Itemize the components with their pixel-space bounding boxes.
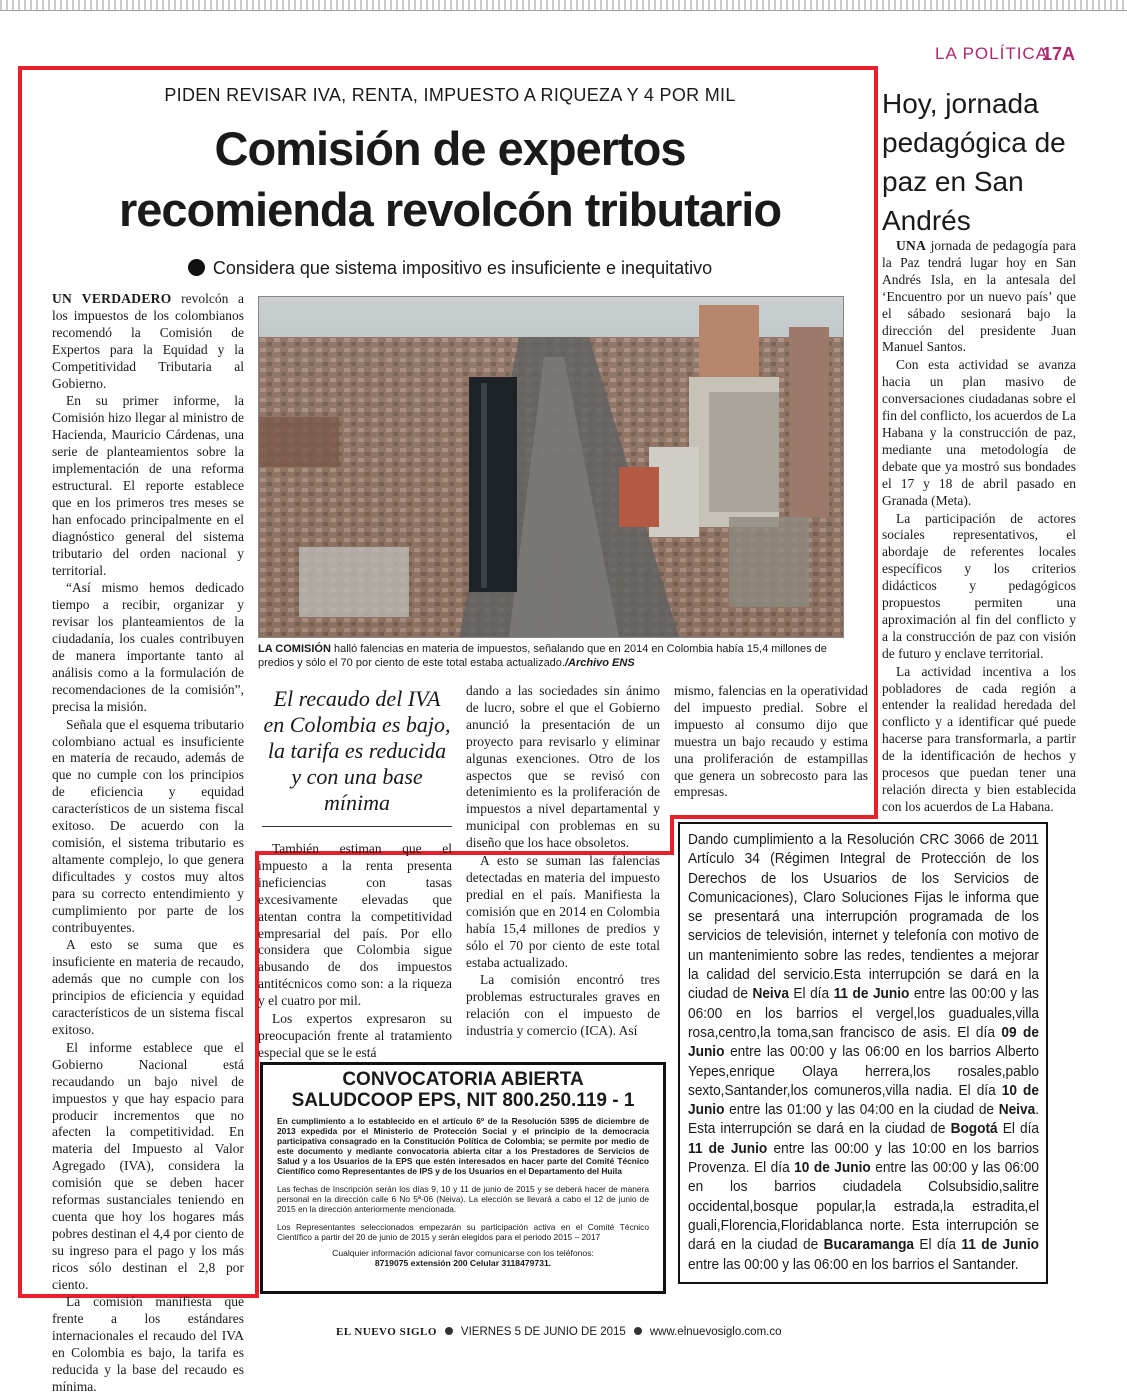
article-subhead	[30, 258, 870, 279]
pull-quote: El recaudo del IVA en Colombia es bajo, la tarifa es reducida y con una base mínima	[263, 686, 451, 815]
article-column-2	[258, 841, 452, 1063]
ad-contact: Cualquier información adicional favor comunicarse con los teléfonos: 8719075 extensión 200 Celular 3118479731.	[332, 1248, 594, 1268]
paragraph: La comisión encontró tres problemas estructurales graves en relación con el impuesto de industria y comercio (ICA). Así	[466, 972, 660, 1039]
paragraph: Con esta actividad se avanza hacia un plan masivo de conversaciones ciudadanas sobre el fin del conflicto, los acuerdos de La Habana y la construcción de paz, mediante una metodología de debate que ya mostró sus bondades el 17 y 18 de abril pasado en Granada (Meta).	[882, 357, 1076, 508]
highlight-frame-top	[18, 66, 878, 70]
photo-caption: LA COMISIÓN halló falencias en materia de impuestos, señalando que en 2014 en Colombia había 15,4 millones de predios y sólo el 70 por ciento de este total estaba actualizado./Archivo ENS	[258, 643, 827, 669]
pull-quote-rule	[262, 826, 452, 827]
caption-lead: LA COMISIÓN	[258, 643, 331, 655]
highlight-frame-step-2	[670, 815, 674, 854]
lead-in: UNA	[896, 238, 927, 253]
sidebar-body	[882, 238, 1076, 817]
ad-paragraph: Las fechas de Inscripción serán los días 9, 10 y 11 de junio de 2015 y se deberá hacer de manera personal en la dirección calle 6 No 5ª-06 (Neiva). La elección se llevará a cabo el 12 de junio de 2015 en la dirección anteriormente mencionada.	[277, 1184, 649, 1214]
paragraph: Señala que el esquema tributario colombiano actual es insuficiente en materia de recaudo, además de que no cumple con los principios de eficiencia y equidad característicos de un sistema fiscal exitoso. De acuerdo con la comisión, el sistema tributario es altamente complejo, lo que genera dificultades y costos muy altos para su correcto entendimiento y cumplimiento por parte de los contribuyentes.	[52, 716, 244, 935]
separator-dot-icon	[445, 1327, 453, 1335]
headline-line-2: recomienda revolcón tributario	[118, 183, 782, 236]
paragraph: A esto se suma que es insuficiente en materia de recaudo, además que no cumple con los principios de eficiencia y equidad característicos de un sistema fiscal exitoso.	[52, 937, 244, 1037]
city-aerial-photo	[258, 296, 844, 638]
bullet-icon	[188, 259, 205, 276]
ad-subtitle: SALUDCOOP EPS, NIT 800.250.119 - 1	[291, 1090, 635, 1111]
lead-in: UN VERDADERO	[52, 291, 172, 306]
saludcoop-ad	[260, 1062, 666, 1294]
paragraph: La comisión manifiesta que frente a los estándares internacionales el recaudo del IVA en Colombia es bajo, la tarifa es reducida y la base del recaudo es mínima.	[52, 1294, 244, 1394]
paragraph: En su primer informe, la Comisión hizo llegar al ministro de Hacienda, Mauricio Cárdenas, una serie de planteamientos sobre la implementación de una reforma estructural. El reporte establece que en los primeros tres meses se han enfocado principalmente en el diagnóstico general del sistema tributario del orden nacional y territorial.	[52, 393, 244, 578]
page-top-edge	[0, 0, 1127, 11]
subhead-text: Considera que sistema impositivo es insuficiente e inequitativo	[212, 258, 713, 278]
article-column-3	[466, 683, 660, 1041]
footer-url[interactable]: www.elnuevosiglo.com.co	[649, 1326, 782, 1338]
page-footer	[336, 1326, 796, 1338]
photo-credit: /Archivo ENS	[564, 657, 635, 669]
paragraph: mismo, falencias en la operatividad del impuesto predial. Sobre el impuesto al consumo dijo que muestra un bajo recaudo y estima una proliferación de estampillas que genera un sobrecosto para las empresas.	[674, 683, 868, 800]
ad-title: CONVOCATORIA ABIERTA	[342, 1069, 584, 1090]
paragraph: También estiman que el impuesto a la renta presenta ineficiencias con tasas excesivamente elevadas que atentan contra la competitividad empresarial del país. Por ello considera que Colombia sigue abusando de dos impuestos antitécnicos como son: a la riqueza y el cuatro por mil.	[258, 841, 452, 1009]
headline-line-1: Comisión de expertos	[214, 122, 686, 175]
notice-text: Dando cumplimiento a la Resolución CRC 3066 de 2011 Artículo 34 (Régimen Integral de Protección de los Derechos de los Usuarios de los Servicios de Comunicaciones), Claro Soluciones Fijas le informa que se presentará una interrupción programada de los servicios de televisión, internet y telefonía con motivo de un mantenimiento sobre las redes, tendientes a mejorar la calidad del servicio.Esta interrupción se dará en la ciudad de Neiva El día 11 de Junio entre las 00:00 y las 06:00 en los barrios el vergel,los guaduales,villa rosa,centro,la toma,san francisco de asis. El día 09 de Junio entre las 00:00 y las 06:00 en los barrios Alberto Yepes,enrique Olaya herrera,los rosales,pablo sexto,Santander,los comuneros,villa nadia. El día 10 de Junio entre las 01:00 y las 04:00 en la ciudad de Neiva. Esta interrupción se dará en la ciudad de Bogotá El día 11 de Junio entre las 00:00 y las 10:00 en los barrios Provenza. El día 10 de Junio entre las 00:00 y las 06:00 en los barrios ciudadela Colsubsidio,salitre occidental,bosque popular,la estrada,la estradita,el guali,Florencia,Floridablanca norte. Esta interrupción se dará en la ciudad de Bucaramanga El día 11 de Junio entre las 00:00 y las 06:00 en los barrios el Santander.	[688, 831, 1040, 1273]
separator-dot-icon	[634, 1327, 642, 1335]
ad-paragraph: En cumplimiento a lo establecido en el artículo 6º de la Resolución 5395 de diciembre de 2013 expedida por el Ministerio de Protección Social y el principio de la democracia participativa consagrado en la Constitución Política de Colombia; se permite por medio de este documento y mediante convocatoria abierta citar a los Prestadores de Servicios de Salud y a los Usuarios de la EPS que estén interesados en hacer parte del Comité Técnico Científico como Representantes de IPS y de los Usuarios en el Departamento del Huila	[277, 1116, 649, 1176]
paragraph: El informe establece que el Gobierno Nacional está recaudando un bajo nivel de impuestos y que hay espacio para producir incrementos que no afecten la competitividad. En materia del Impuesto al Valor Agregado (IVA), considera la comisión que se deben hacer reformas sustanciales teniendo en cuenta que hoy los hogares más pobres destinan el 4,4 por ciento de su ingreso para el pago y los más ricos sólo destinan el 2,8 por ciento.	[52, 1039, 244, 1292]
paragraph: UN VERDADERO revolcón a los impuestos de los colombianos recomendó la Comisión de Expertos para la Equidad y la Competitividad Tributaria al Gobierno.	[52, 291, 244, 391]
article-column-1	[52, 291, 244, 1397]
section-label: LA POLÍTICA	[935, 44, 1049, 63]
article-column-4	[674, 683, 868, 802]
page-number: 17A	[1042, 44, 1076, 64]
paragraph: La participación de actores sociales representativos, el abordaje de referentes locales específicos y los criterios didácticos y pedagógicos propuestos permiten una aproximación al fin del conflicto y a la construcción de paz con visión de futuro y enclave territorial.	[882, 510, 1076, 661]
highlight-frame-left	[18, 66, 22, 1298]
footer-brand: EL NUEVO SIGLO	[336, 1326, 437, 1338]
highlight-frame-right	[874, 66, 878, 818]
paragraph: dando a las sociedades sin ánimo de lucro, sobre el que el Gobierno anunció la presentación de un proyecto para revisarlo y eliminar algunas exenciones. Otro de los aspectos que se revisó con detenimiento es la proliferación de impuestos a nivel departamental y municipal con problemas en su diseño que los hace obsoletos.	[466, 683, 660, 851]
paragraph: La actividad incentiva a los pobladores de cada región a entender la realidad heredada del conflicto y a identificar qué puede hacerse para transformarla, a partir de la identificación de hechos y procesos que puedan tener una relación directa y bien establecida con los acuerdos de La Habana.	[882, 663, 1076, 814]
paragraph: UNA jornada de pedagogía para la Paz tendrá lugar hoy en San Andrés Isla, en la antesala del ‘Encuentro por un nuevo país’ que el sábado sesionará bajo la dirección del presidente Juan Manuel Santos.	[882, 238, 1076, 355]
paragraph: A esto se suman las falencias detectadas en materia del impuesto predial en el país. Manifiesta la comisión que en 2014 en Colombia había 15,4 millones de predios y sólo el 70 por ciento de este total estaba actualizado.	[466, 853, 660, 970]
article-kicker: PIDEN REVISAR IVA, RENTA, IMPUESTO A RIQUEZA Y 4 POR MIL	[164, 85, 736, 105]
highlight-frame-step-1	[672, 815, 878, 819]
skyline-illustration	[259, 297, 843, 637]
paragraph: “Así mismo hemos dedicado tiempo a recibir, organizar y revisar los planteamientos de la ciudadanía, los cuales contribuyen de manera importante tanto al análisis como a la formulación de recomendaciones de la comisión”, precisa la misión.	[52, 580, 244, 714]
article-headline	[30, 118, 870, 240]
sidebar-headline: Hoy, jornada pedagógica de paz en San Andrés	[882, 88, 1066, 236]
paragraph: Los expertos expresaron su preocupación frente al tratamiento especial que se le está	[258, 1011, 452, 1060]
service-interruption-notice	[678, 822, 1048, 1284]
ad-paragraph: Los Representantes seleccionados empezarán su participación activa en el Comité Técnico Científico a partir del 20 de junio de 2015 y serán elegidos para el periodo 2015 – 2017	[277, 1222, 649, 1242]
footer-date: VIERNES 5 DE JUNIO DE 2015	[460, 1326, 626, 1338]
